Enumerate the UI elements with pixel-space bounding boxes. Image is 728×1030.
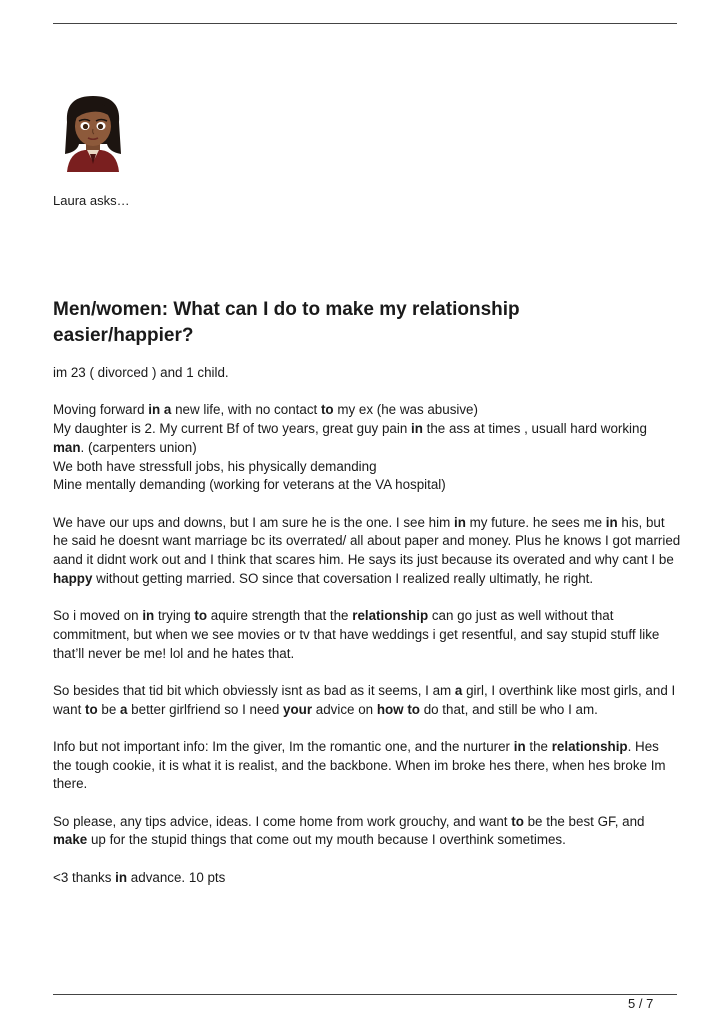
body-paragraph bbox=[53, 607, 681, 663]
keyword-highlight: relationship bbox=[551, 738, 628, 754]
body-text: the bbox=[525, 738, 552, 754]
body-text: new life, with no contact bbox=[171, 402, 321, 418]
keyword-highlight: how to bbox=[376, 701, 420, 717]
body-text: . Hes the tough cookie, it is what it is realist, and the backbone. When im broke hes there, when hes broke Im there. bbox=[53, 738, 666, 792]
body-paragraph bbox=[53, 738, 681, 794]
keyword-highlight: in a bbox=[148, 402, 172, 418]
body-text: We both have stressfull jobs, his physically demanding bbox=[53, 458, 377, 474]
body-text: advance. 10 pts bbox=[127, 869, 226, 885]
question-title: Men/women: What can I do to make my relationship easier/happier? bbox=[53, 299, 520, 346]
body-text: aquire strength that the bbox=[207, 608, 353, 624]
keyword-highlight: in bbox=[513, 738, 526, 754]
body-text: better girlfriend so I need bbox=[127, 701, 284, 717]
body-paragraph bbox=[53, 401, 681, 495]
body-paragraph bbox=[53, 682, 681, 719]
body-text: do that, and still be who I am. bbox=[419, 701, 598, 717]
body-paragraph bbox=[53, 364, 681, 383]
keyword-highlight: in bbox=[142, 608, 155, 624]
body-text: So besides that tid bit which obviessly isnt as bad as it seems, I am bbox=[53, 682, 455, 698]
body-text: my future. he sees me bbox=[465, 514, 606, 530]
body-text: Info but not important info: Im the giver, Im the romantic one, and the nurturer bbox=[53, 738, 514, 754]
body-text: . (carpenters union) bbox=[80, 439, 197, 455]
body-text: can go just as well without that commitment, but when we see movies or tv that have weddings i get resentful, and say stupid stuff like that’ll never be me! lol and he hates that. bbox=[53, 608, 660, 661]
keyword-highlight: to bbox=[320, 402, 334, 418]
keyword-highlight: a bbox=[120, 701, 128, 717]
body-paragraph bbox=[53, 869, 681, 888]
body-text: without getting married. SO since that coversation I realized really ultimatly, he right. bbox=[92, 570, 594, 586]
keyword-highlight: relationship bbox=[352, 608, 429, 624]
keyword-highlight: in bbox=[605, 514, 618, 530]
body-paragraph bbox=[53, 514, 681, 589]
footer-divider bbox=[53, 994, 677, 995]
body-text: We have our ups and downs, but I am sure he is the one. I see him bbox=[53, 514, 454, 530]
body-text: up for the stupid things that come out my mouth because I overthink sometimes. bbox=[87, 832, 566, 848]
page-number: 5 / 7 bbox=[628, 996, 654, 1011]
asker-label: Laura asks… bbox=[53, 193, 130, 208]
body-text: advice on bbox=[312, 701, 377, 717]
keyword-highlight: happy bbox=[53, 570, 93, 586]
header-divider bbox=[53, 23, 677, 24]
body-text: im 23 ( divorced ) and 1 child. bbox=[53, 365, 229, 380]
body-text: his, but he said he doesnt want marriage bc its overrated/ all about paper and money. Plus he knows I got married aand it didnt work out and I think that scares him. He says its just because its overated and why cant I be bbox=[53, 514, 681, 567]
body-text: be the best GF, and bbox=[523, 813, 645, 829]
keyword-highlight: to bbox=[85, 701, 98, 717]
keyword-highlight: your bbox=[283, 701, 313, 717]
keyword-highlight: in bbox=[453, 514, 466, 530]
body-text: be bbox=[97, 701, 120, 717]
body-text: My daughter is 2. My current Bf of two years, great guy pain bbox=[53, 421, 411, 437]
keyword-highlight: man bbox=[53, 439, 81, 455]
body-text: <3 thanks bbox=[53, 869, 116, 885]
keyword-highlight: to bbox=[511, 813, 524, 829]
keyword-highlight: make bbox=[53, 832, 88, 848]
body-text: So i moved on bbox=[53, 608, 143, 624]
body-text: So please, any tips advice, ideas. I come home from work grouchy, and want bbox=[53, 813, 512, 829]
keyword-highlight: in bbox=[115, 869, 128, 885]
body-text: trying bbox=[154, 608, 195, 624]
body-text: the ass at times , usuall hard working bbox=[422, 421, 647, 437]
body-text: Moving forward bbox=[53, 402, 149, 418]
keyword-highlight: to bbox=[194, 608, 208, 624]
question-body bbox=[53, 364, 681, 906]
keyword-highlight: in bbox=[411, 421, 423, 437]
user-avatar bbox=[53, 92, 133, 172]
body-paragraph bbox=[53, 813, 681, 850]
body-text: girl, I overthink like most girls, and I want bbox=[53, 682, 676, 717]
keyword-highlight: a bbox=[454, 682, 463, 698]
body-text: Mine mentally demanding (working for veterans at the VA hospital) bbox=[53, 477, 446, 493]
body-text: my ex (he was abusive) bbox=[333, 402, 478, 418]
